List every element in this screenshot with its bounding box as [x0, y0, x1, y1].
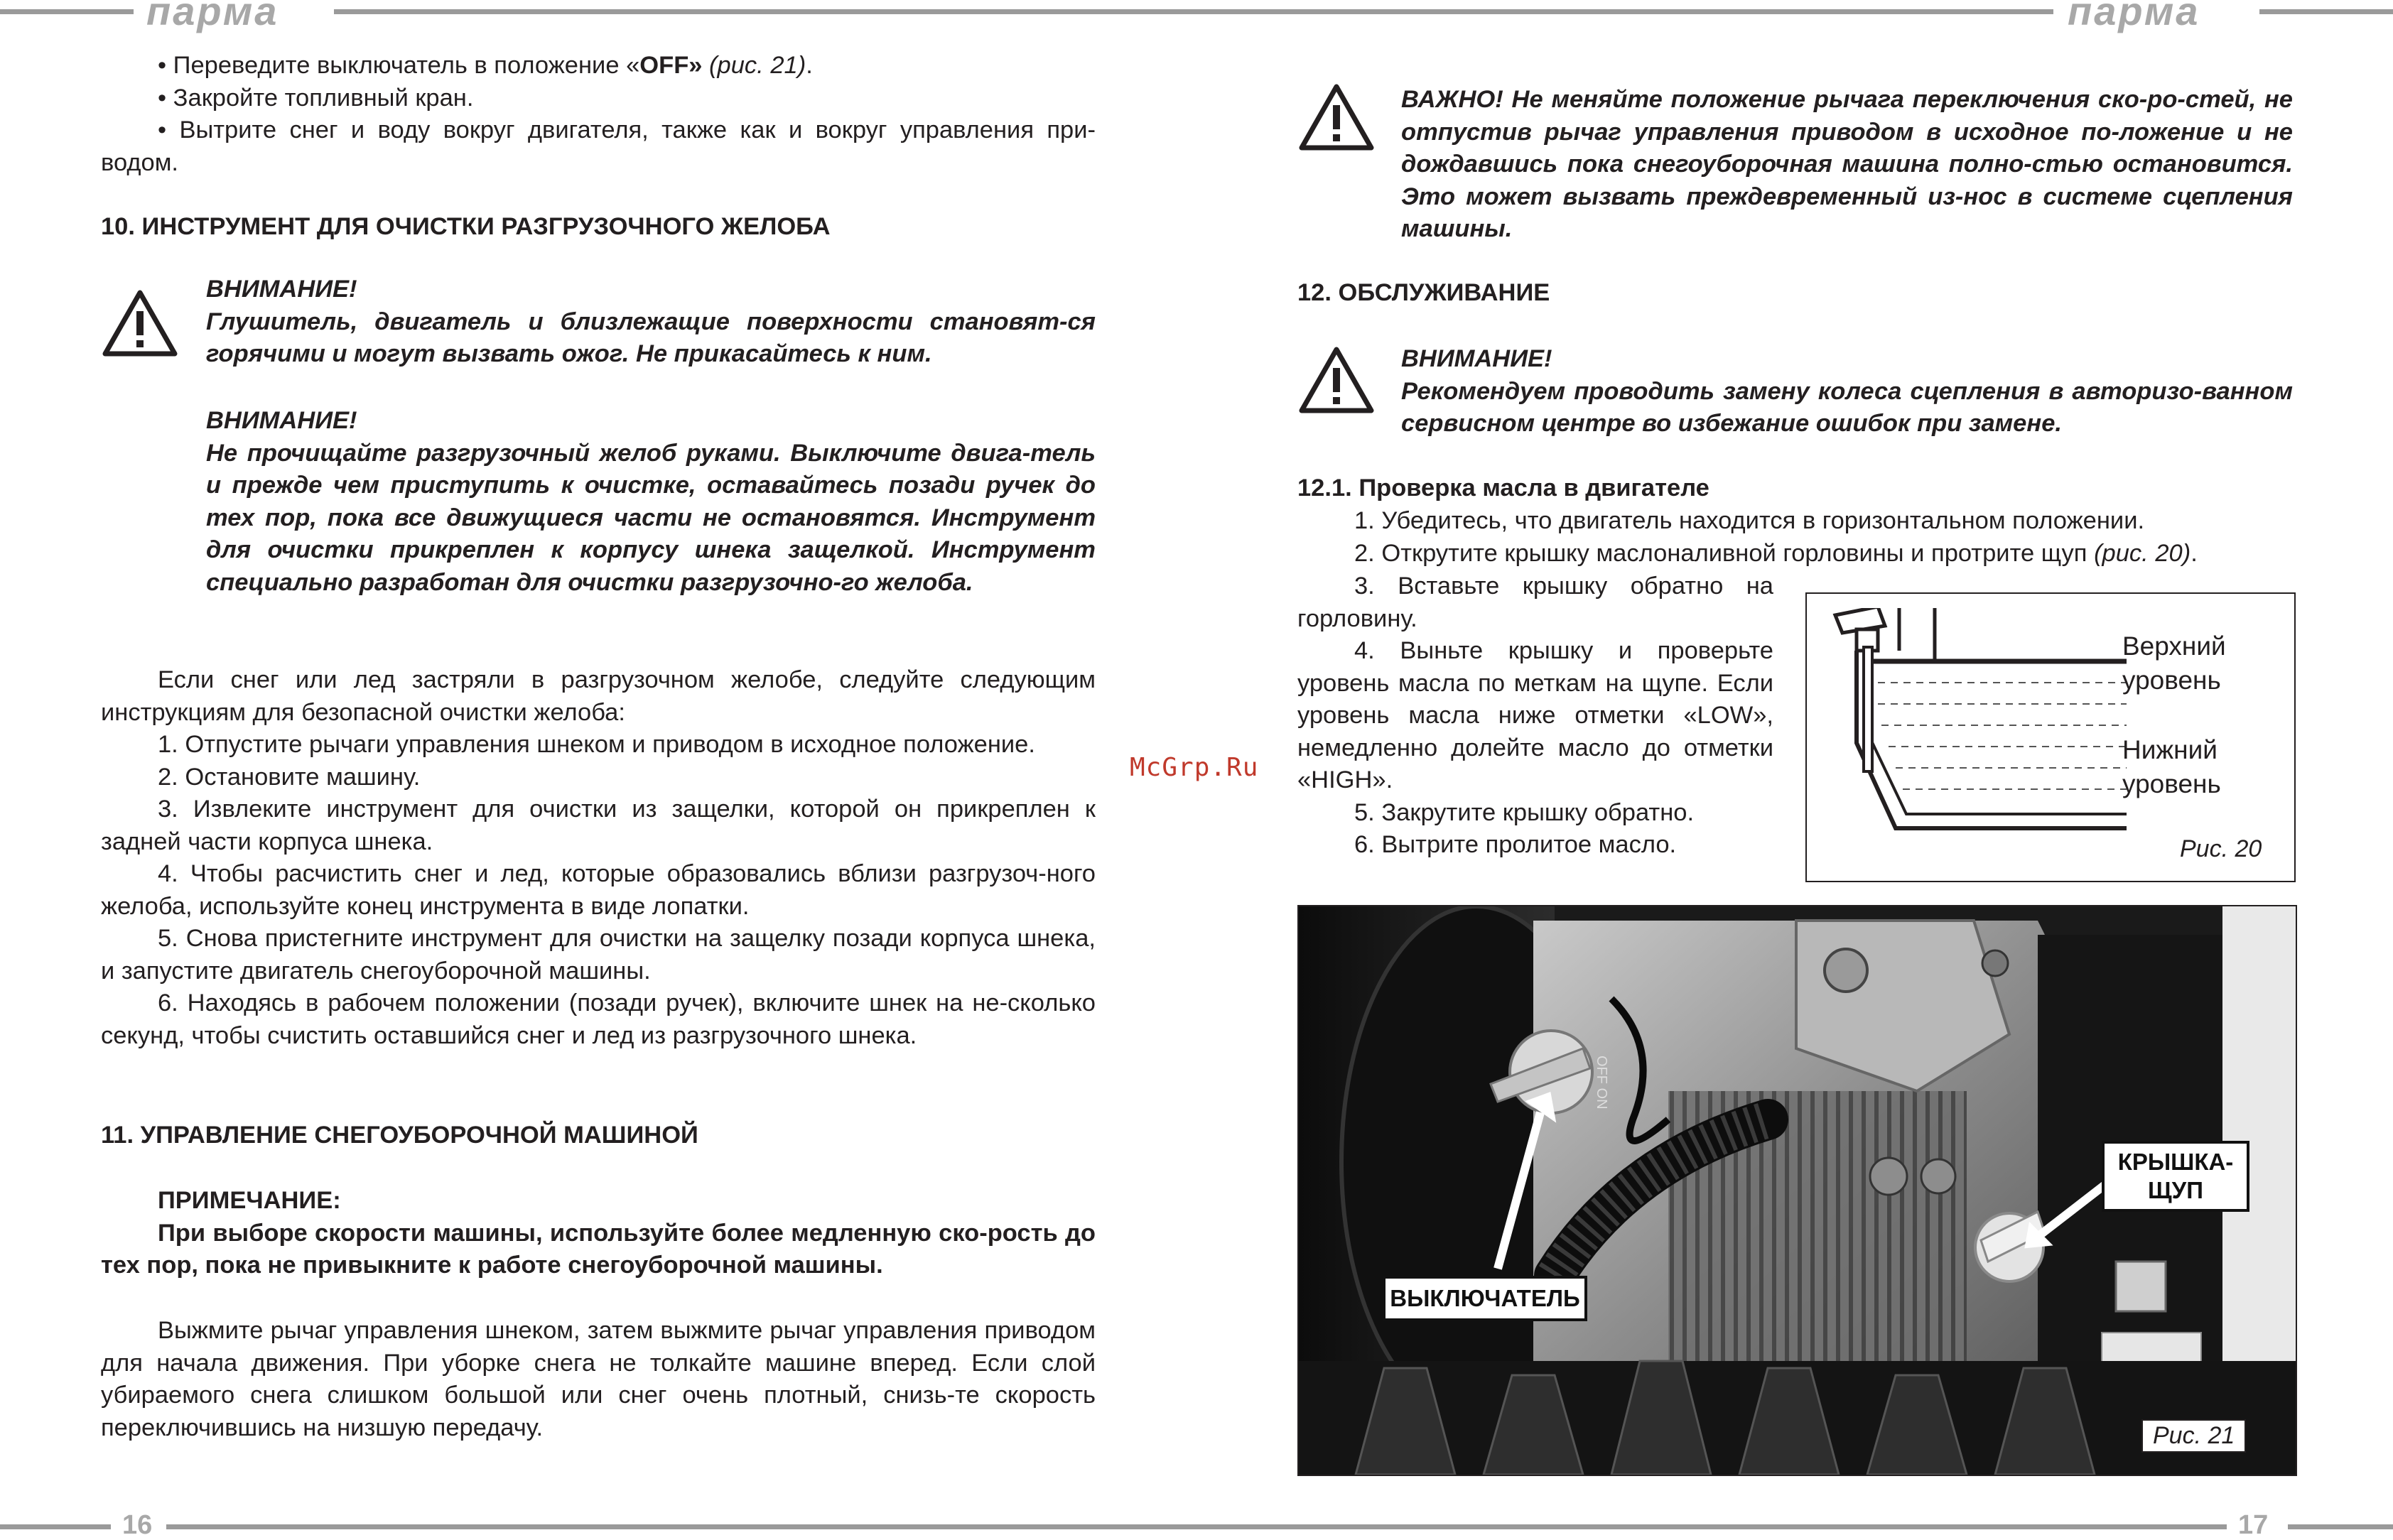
- oil-steps-3-6: [1297, 570, 1773, 862]
- warning-3-title: ВНИМАНИЕ!: [1401, 345, 1552, 372]
- figure-21-caption: Рис. 21: [2141, 1419, 2246, 1453]
- warning-2-text: Не прочищайте разгрузочный желоб руками. Выключите двига-тель и прежде чем приступить к очистке, оставайтесь позади ручек до тех пор, пока все движущиеся части не остановятся. Инструмент для очистки прикреплен к корпусу шнека защелкой. Инструмент специально разработан для очистки разгрузочно-го желоба.: [206, 439, 1096, 596]
- figure-20-dipstick: [1805, 592, 2296, 882]
- dipstick-diagram: [1828, 608, 2127, 850]
- header-rule-right: [2259, 9, 2393, 14]
- warning-3: [1401, 343, 2293, 440]
- oil-step-5: 5. Закрутите крышку обратно.: [1354, 798, 1695, 826]
- footer-rule-right: [2288, 1524, 2393, 1529]
- note-title: ПРИМЕЧАНИЕ:: [158, 1187, 341, 1214]
- note-block: [101, 1185, 1096, 1282]
- footer-rule-left: [0, 1524, 111, 1529]
- figure-21-engine-photo: [1297, 905, 2297, 1476]
- warning-triangle-icon: [101, 288, 179, 359]
- watermark: McGrp.Ru: [1130, 753, 1259, 782]
- footer-rule-center: [166, 1524, 2227, 1529]
- warning-2: [206, 405, 1096, 599]
- header-rule-left: [0, 9, 134, 14]
- intro-line-1: • Переведите выключатель в положение «OFF» (рис. 21).: [158, 52, 813, 79]
- para-2: Выжмите рычаг управления шнеком, затем выжмите рычаг управления приводом для начала движения. При уборке снега не толкайте машине вперед. Если слой убираемого снега слишком большой или снег очень плотный, снизь-те скорость переключившись на низшую передачу.: [101, 1317, 1096, 1441]
- step-6: 6. Находясь в рабочем положении (позади ручек), включите шнек на не-сколько секунд, чтобы счистить оставшийся снег и лед из разгрузочного шнека.: [101, 989, 1096, 1049]
- warning-3-text: Рекомендуем проводить замену колеса сцепления в авторизо-ванном сервисном центре во избежание ошибок при замене.: [1401, 377, 2293, 437]
- brand-logo-right: парма: [2068, 0, 2200, 33]
- header-rule-center: [334, 9, 2053, 14]
- chute-instructions: [101, 664, 1096, 1052]
- brand-logo-left: парма: [146, 0, 279, 33]
- step-2: 2. Остановите машину.: [158, 763, 421, 791]
- para-1: Если снег или лед застряли в разгрузочном желобе, следуйте следующим инструкциям для безопасной очистки желоба:: [101, 666, 1096, 726]
- warning-1-title: ВНИМАНИЕ!: [206, 276, 357, 303]
- callout-switch: ВЫКЛЮЧАТЕЛЬ: [1383, 1276, 1587, 1321]
- switch-off-on-marking: OFF ON: [1594, 1056, 1609, 1110]
- oil-step-1: 1. Убедитесь, что двигатель находится в горизонтальном положении. 2. Открутите крышку маслоналивной горловины и протрите щуп (рис. 20).: [1297, 505, 2292, 570]
- section-11-title: 11. УПРАВЛЕНИЕ СНЕГОУБОРОЧНОЙ МАШИНОЙ: [101, 1122, 698, 1149]
- section-12-title: 12. ОБСЛУЖИВАНИЕ: [1297, 279, 1550, 306]
- step-4: 4. Чтобы расчистить снег и лед, которые образовались вблизи разгрузоч-ного желоба, используйте конец инструмента в виде лопатки.: [101, 860, 1096, 920]
- step-3: 3. Извлеките инструмент для очистки из защелки, которой он прикреплен к задней части корпуса шнека.: [101, 796, 1096, 855]
- upper-level-label: Верхний уровень: [2122, 631, 2226, 695]
- figure-20-caption: Рис. 20: [2180, 835, 2262, 862]
- lower-level-label: Нижний уровень: [2122, 735, 2221, 798]
- warning-1-text: Глушитель, двигатель и близлежащие поверхности становят-ся горячими и могут вызвать ожог. Не прикасайтесь к ним.: [206, 308, 1096, 367]
- page-number-left: 16: [122, 1510, 153, 1540]
- note-text: При выборе скорости машины, используйте более медленную ско-рость до тех пор, пока не привыкните к работе снегоуборочной машины.: [101, 1219, 1096, 1279]
- page-number-right: 17: [2238, 1510, 2269, 1540]
- drive-paragraph: [101, 1315, 1096, 1444]
- important-warning: ВАЖНО! Не меняйте положение рычага переключения ско-ро-стей, не отпустив рычаг управления приводом в исходное по-ложение и не дождавшись пока снегоуборочная машина полно-стью остановится. Это может вызвать преждевременный из-нос в системе сцепления машины.: [1401, 86, 2293, 242]
- intro-line-2: • Закройте топливный кран.: [158, 84, 474, 112]
- step-5: 5. Снова пристегните инструмент для очистки на защелку позади корпуса шнека, и запустите двигатель снегоуборочной машины.: [101, 925, 1096, 985]
- oil-step-2: 2. Открутите крышку маслоналивной горловины и протрите щуп (рис. 20).: [1354, 539, 2198, 567]
- step-1: 1. Отпустите рычаги управления шнеком и приводом в исходное положение.: [158, 731, 1035, 758]
- callout-dipstick-cap: КРЫШКА-ЩУП: [2102, 1141, 2249, 1212]
- oil-step-3: 3. Вставьте крышку обратно на горловину.: [1297, 573, 1773, 632]
- oil-step-6: 6. Вытрите пролитое масло.: [1354, 831, 1677, 858]
- warning-2-title: ВНИМАНИЕ!: [206, 407, 357, 434]
- warning-1: [206, 273, 1096, 371]
- section-10-title: 10. ИНСТРУМЕНТ ДЛЯ ОЧИСТКИ РАЗГРУЗОЧНОГО ЖЕЛОБА: [101, 213, 831, 240]
- intro-line-3: • Вытрите снег и воду вокруг двигателя, также как и вокруг управления при-водом.: [101, 116, 1096, 176]
- oil-step-4: 4. Выньте крышку и проверьте уровень масла по меткам на щупе. Если уровень масла ниже отметки «LOW», немедленно долейте масло до отметки «HIGH».: [1297, 637, 1773, 793]
- warning-triangle-icon: [1297, 345, 1376, 416]
- warning-triangle-icon: [1297, 82, 1376, 153]
- subsection-12-1-title: 12.1. Проверка масла в двигателе: [1297, 475, 1709, 501]
- left-intro: [101, 50, 1096, 179]
